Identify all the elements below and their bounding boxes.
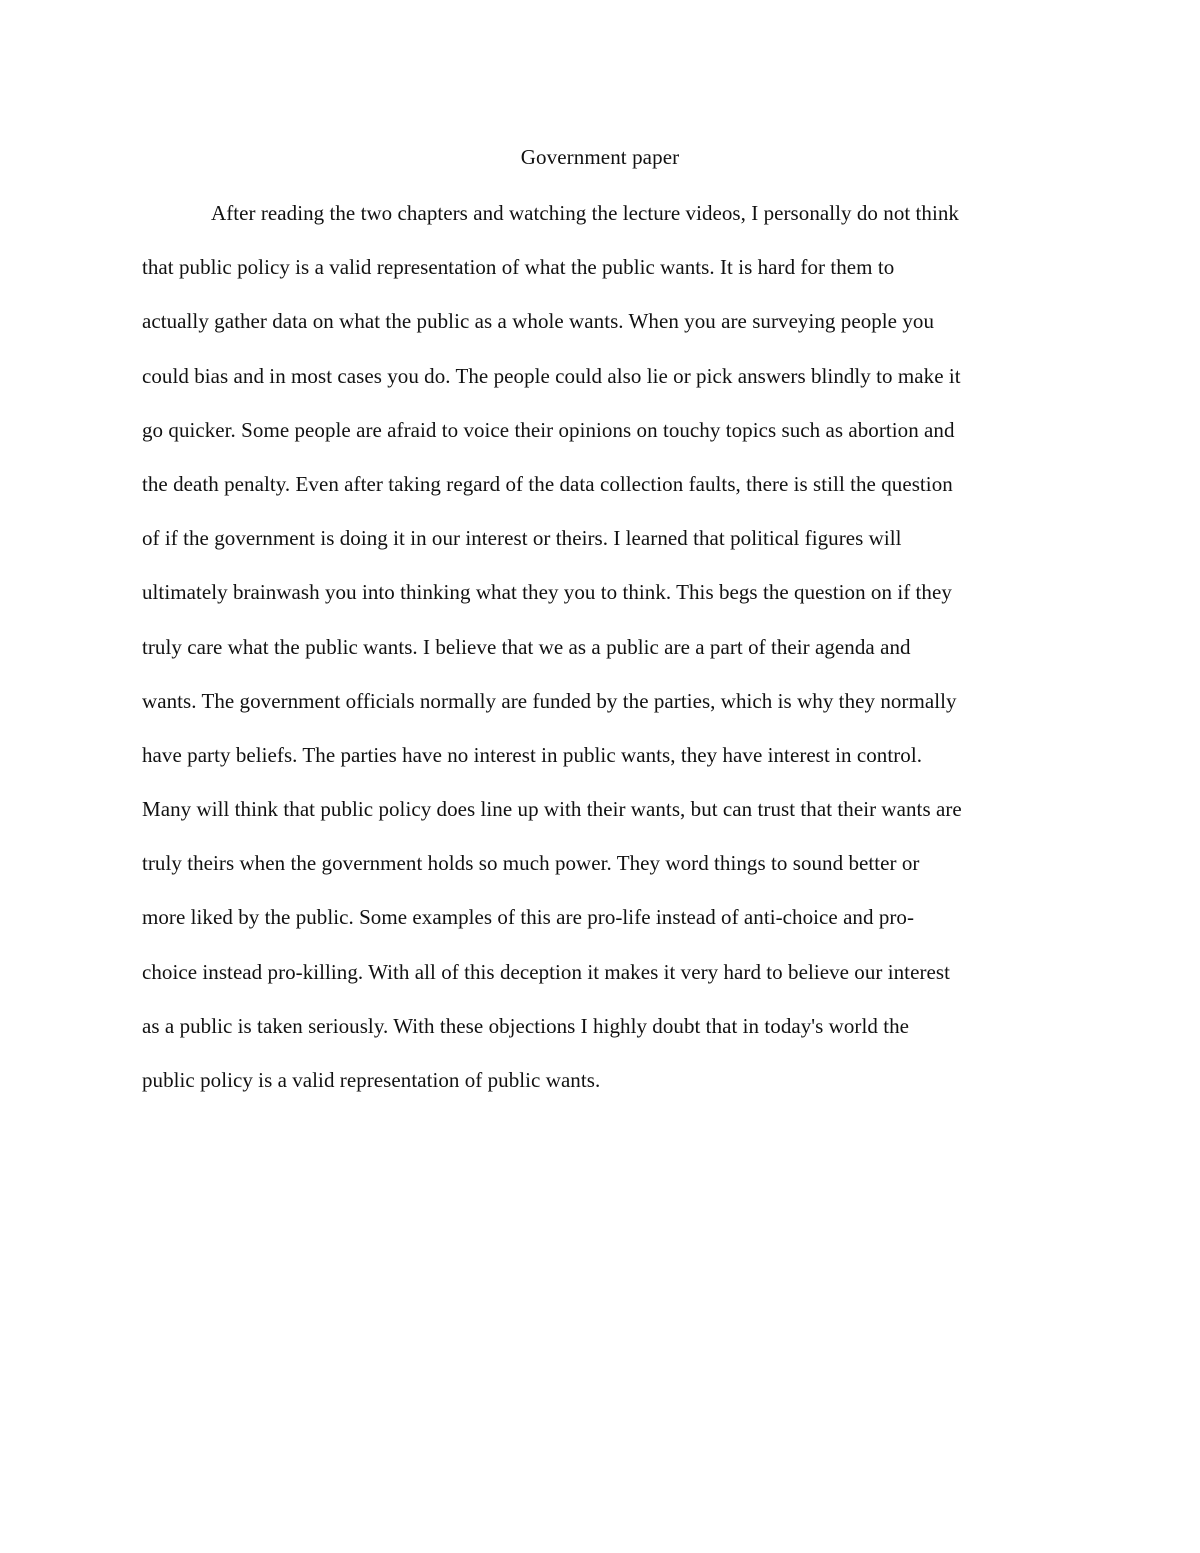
paragraph-line: choice instead pro-killing. With all of this deception it makes it very hard to believe our interest bbox=[142, 959, 950, 984]
paragraph-line: of if the government is doing it in our interest or theirs. I learned that political figures will bbox=[142, 526, 902, 551]
paragraph-line: the death penalty. Even after taking regard of the data collection faults, there is still the question bbox=[142, 471, 953, 496]
paragraph-line: as a public is taken seriously. With these objections I highly doubt that in today's world the bbox=[142, 1013, 910, 1038]
paragraph-line: public policy is a valid representation of public wants. bbox=[142, 1068, 601, 1092]
paragraph-line: actually gather data on what the public as a whole wants. When you are surveying people you bbox=[142, 309, 934, 334]
paragraph-line: have party beliefs. The parties have no interest in public wants, they have interest in control. bbox=[142, 742, 923, 767]
paragraph-line: After reading the two chapters and watching the lecture videos, I personally do not think bbox=[211, 201, 959, 225]
paragraph-line: truly care what the public wants. I believe that we as a public are a part of their agenda and bbox=[142, 634, 911, 659]
paragraph-line: that public policy is a valid representation of what the public wants. It is hard for them to bbox=[142, 255, 895, 280]
document-body bbox=[142, 198, 1072, 1119]
paragraph-line: go quicker. Some people are afraid to voice their opinions on touchy topics such as abortion and bbox=[142, 417, 955, 442]
paragraph-line: Many will think that public policy does line up with their wants, but can trust that their wants are bbox=[142, 797, 962, 822]
paragraph-line: wants. The government officials normally are funded by the parties, which is why they normally bbox=[142, 688, 957, 713]
paragraph-line: more liked by the public. Some examples of this are pro-life instead of anti-choice and pro- bbox=[142, 905, 915, 930]
document-title: Government paper bbox=[520, 145, 680, 169]
paragraph-line: ultimately brainwash you into thinking what they you to think. This begs the question on if they bbox=[142, 580, 952, 605]
paragraph-line: truly theirs when the government holds so much power. They word things to sound better or bbox=[142, 851, 920, 876]
paragraph-line: could bias and in most cases you do. The people could also lie or pick answers blindly to make it bbox=[142, 363, 961, 388]
